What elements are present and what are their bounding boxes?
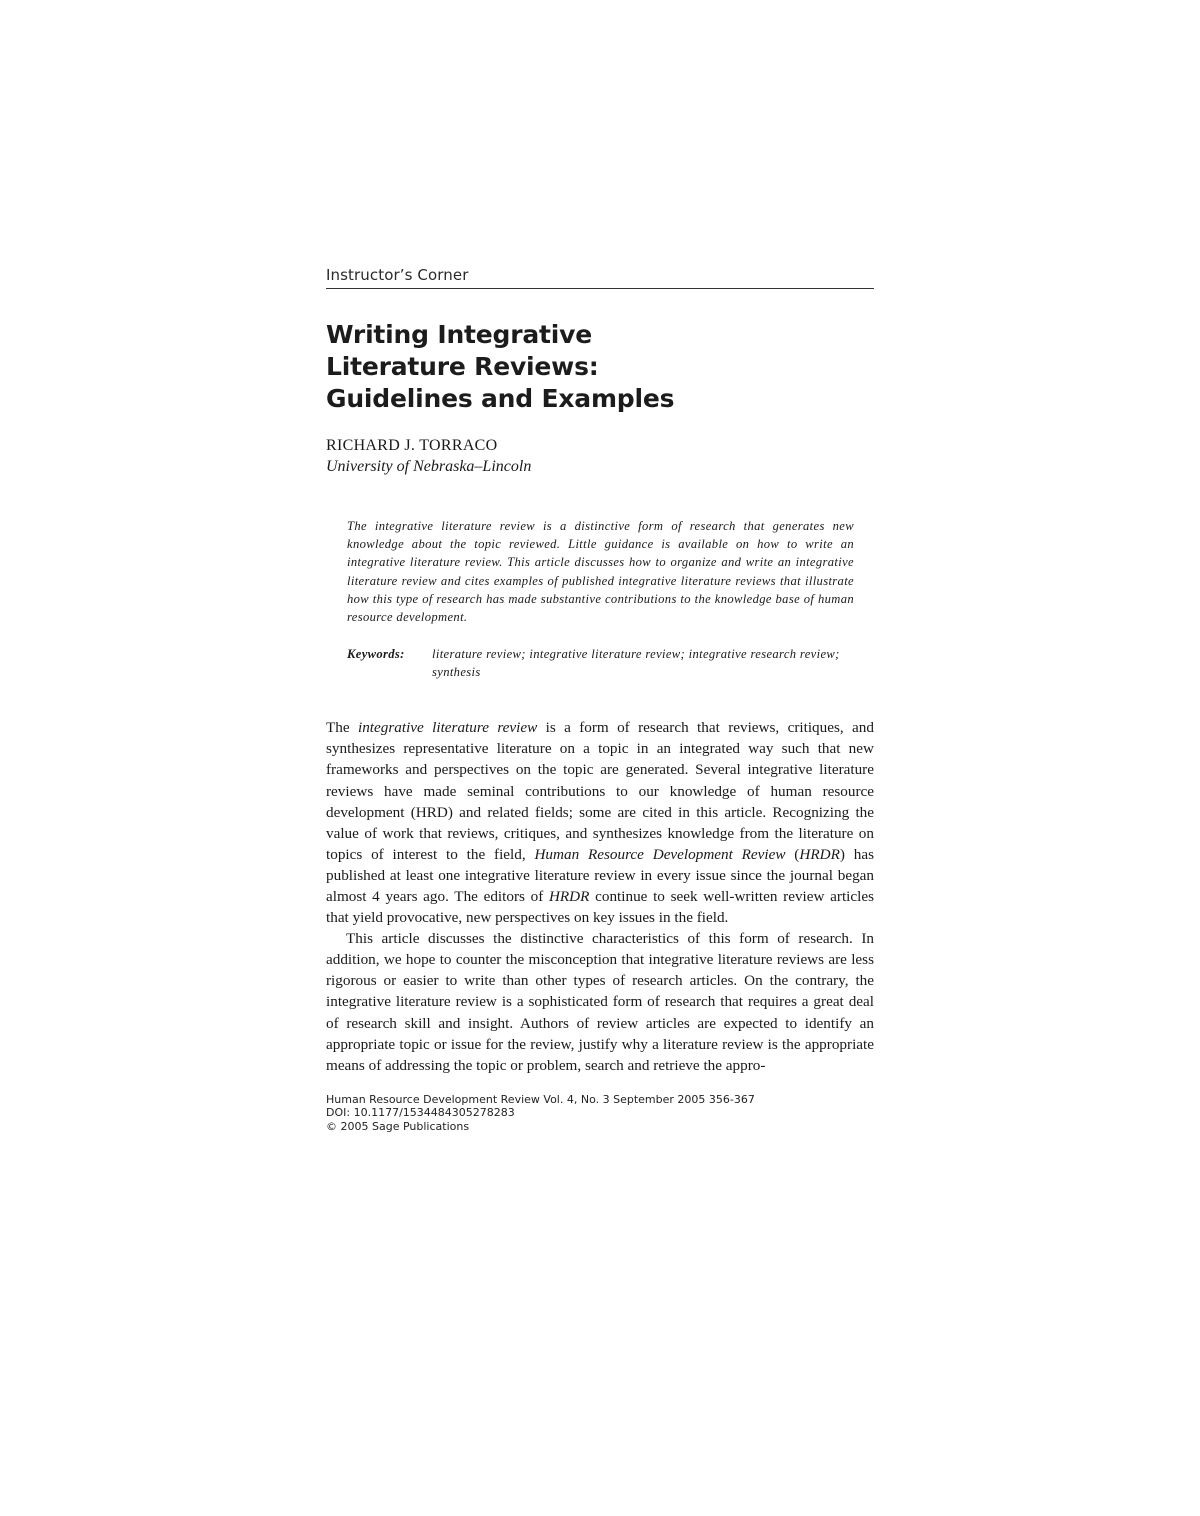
body-paragraph-2: This article discusses the distinctive characteristics of this form of research. In addition, we hope to counter the misconception that integrative literature reviews are less rigorous or easier to write than other types of research articles. On the contrary, the integrative literature review is a sophisticated form of research that requires a great deal of research skill and insight. Authors of review articles are expected to identify an appropriate topic or issue for the review, justify why a literature review is the appropriate means of addressing the topic or problem, search and retrieve the appro-: [326, 930, 874, 1074]
journal-name: Human Resource Development Review: [534, 845, 786, 863]
author-name: RICHARD J. TORRACO: [326, 437, 498, 454]
abstract: The integrative literature review is a distinctive form of research that generates new knowledge about the topic reviewed. Little guidance is available on how to write an integrative literature review. This article discusses how to organize and write an integrative literature review and cites examples of published integrative literature reviews that illustrate how this type of research has made substantive contributions to the knowledge base of human resource development.: [347, 519, 854, 625]
keywords: [347, 645, 854, 681]
text-run: continue to seek well-written review articles that yield provocative, new perspectives on key issues in the field.: [326, 887, 874, 927]
body-text: [326, 717, 874, 1076]
text-run: (: [785, 845, 800, 863]
journal-abbrev: HRDR: [799, 845, 840, 863]
article-page: [326, 266, 874, 1133]
text-run: is a form of research that reviews, critiques, and synthesizes representative literature on a topic in an integrated way such that new frameworks and perspectives on the topic are generated. Several integrative literature reviews have made seminal contributions to our knowledge of human resource development (HRD) and related fields; some are cited in this article. Recognizing the value of work that reviews, critiques, and synthesizes knowledge from the literature on topics of interest to the field,: [326, 719, 874, 863]
emphasis-term: integrative literature review: [357, 719, 538, 737]
keywords-list: literature review; integrative literature review; integrative research review; synthesis: [432, 647, 840, 680]
citation-line: Human Resource Development Review Vol. 4, No. 3 September 2005 356-367: [326, 1092, 755, 1106]
section-header: Instructor’s Corner: [326, 266, 874, 289]
publication-footer: [326, 1093, 874, 1134]
journal-abbrev: HRDR: [548, 887, 590, 905]
title-line: Literature Reviews:: [326, 352, 599, 381]
article-title: [326, 319, 874, 415]
title-line: Writing Integrative: [326, 320, 593, 349]
copyright-line: © 2005 Sage Publications: [326, 1119, 470, 1133]
keywords-label: Keywords:: [347, 647, 405, 662]
doi-line: DOI: 10.1177/1534484305278283: [326, 1106, 515, 1120]
text-run: ) has published at least one integrative literature review in every issue since the journal began almost 4 years ago. The editors of: [326, 845, 874, 905]
author-affiliation: University of Nebraska–Lincoln: [326, 458, 532, 475]
text-run: The: [326, 719, 358, 737]
body-paragraph-1: [326, 717, 874, 928]
title-line: Guidelines and Examples: [326, 384, 675, 413]
